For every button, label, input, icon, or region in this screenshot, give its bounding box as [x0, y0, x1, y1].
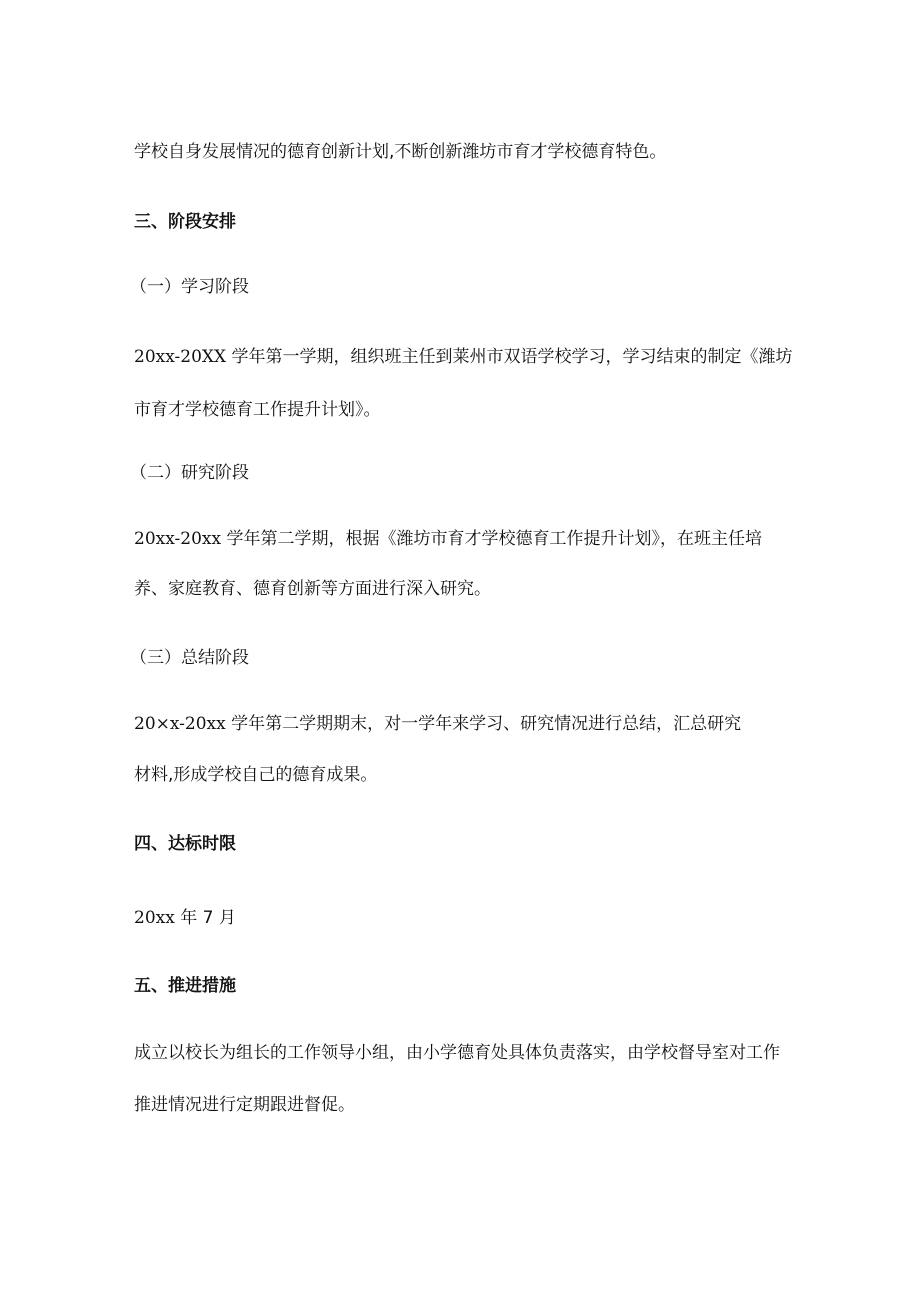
study-year-range: 20xx-20XX	[134, 347, 227, 367]
subheading-summary-stage: （三）总结阶段	[130, 648, 249, 668]
measures-paragraph-line-2: 推进情况进行定期跟进督促。	[134, 1095, 355, 1115]
research-paragraph-line-2: 养、家庭教育、德育创新等方面进行深入研究。	[134, 579, 491, 599]
measures-paragraph-line-1: 成立以校长为组长的工作领导小组，由小学德育处具体负责落实，由学校督导室对工作	[134, 1043, 780, 1063]
study-paragraph-line-1	[134, 346, 793, 368]
study-paragraph-text: 学年第一学期，组织班主任到莱州市双语学校学习，学习结束的制定《潍坊	[226, 347, 793, 367]
summary-paragraph-text: 学年第二学期期末，对一学年来学习、研究情况进行总结，汇总研究	[225, 714, 742, 734]
deadline-paragraph	[134, 907, 236, 929]
subheading-research-stage: （二）研究阶段	[130, 463, 249, 483]
subheading-study-stage: （一）学习阶段	[130, 277, 249, 297]
deadline-text: 年 7 月	[174, 908, 236, 928]
research-paragraph-text: 学年第二学期，根据《潍坊市育才学校德育工作提升计划》，在班主任培	[221, 529, 762, 549]
summary-year-range: 20×x-20xx	[134, 714, 226, 734]
summary-paragraph-line-2: 材料,形成学校自己的德育成果。	[134, 765, 378, 785]
section-heading-deadline: 四、达标时限	[134, 834, 236, 854]
study-paragraph-line-2: 市育才学校德育工作提升计划》。	[134, 400, 381, 420]
summary-paragraph-line-1	[134, 713, 741, 735]
intro-paragraph-line-1: 学校自身发展情况的德育创新计划,不断创新潍坊市育才学校德育特色。	[134, 142, 667, 162]
research-year-range: 20xx-20xx	[134, 529, 222, 549]
section-heading-measures: 五、推进措施	[134, 976, 236, 996]
research-paragraph-line-1	[134, 528, 762, 550]
deadline-year: 20xx	[134, 908, 175, 928]
section-heading-stage-arrangement: 三、阶段安排	[134, 212, 236, 232]
